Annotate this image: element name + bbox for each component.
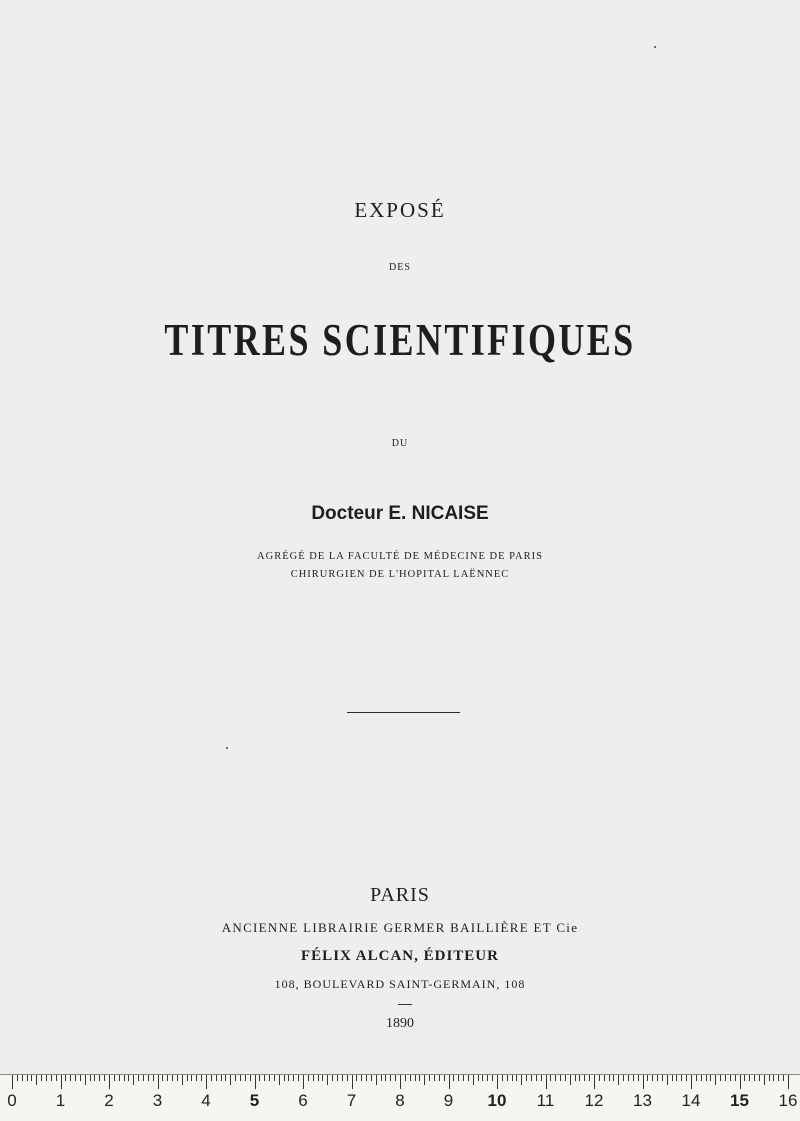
title-line-expose: EXPOSÉ	[354, 198, 446, 222]
ruler-tick	[138, 1075, 139, 1081]
ruler-tick	[371, 1075, 372, 1081]
ruler-label: 9	[443, 1091, 454, 1110]
ruler-tick	[206, 1075, 207, 1089]
ruler-tick	[114, 1075, 115, 1081]
ruler-tick	[90, 1075, 91, 1081]
ruler-tick	[512, 1075, 513, 1081]
ruler-tick	[643, 1075, 644, 1089]
ruler-tick	[104, 1075, 105, 1081]
ruler-tick	[347, 1075, 348, 1081]
ruler-label: 15	[730, 1091, 749, 1110]
ruler-tick	[710, 1075, 711, 1081]
ruler-tick	[279, 1075, 280, 1085]
ruler-tick	[65, 1075, 66, 1081]
ruler-tick	[468, 1075, 469, 1081]
speck	[654, 46, 656, 48]
ruler-tick	[769, 1075, 770, 1081]
ruler-tick	[46, 1075, 47, 1081]
ruler-tick	[618, 1075, 619, 1085]
ruler-tick	[153, 1075, 154, 1081]
ruler-label: 11	[536, 1091, 555, 1110]
ruler-tick	[395, 1075, 396, 1081]
ruler-tick	[487, 1075, 488, 1081]
ruler-tick	[356, 1075, 357, 1081]
ruler-tick	[463, 1075, 464, 1081]
ruler-tick	[754, 1075, 755, 1081]
ruler-tick	[667, 1075, 668, 1085]
ruler-tick	[497, 1075, 498, 1089]
ruler-tick	[41, 1075, 42, 1081]
ruler-label: 6	[298, 1091, 308, 1110]
ruler-tick	[27, 1075, 28, 1081]
ruler-tick	[109, 1075, 110, 1089]
ruler-tick	[269, 1075, 270, 1081]
ruler-label: 8	[395, 1091, 405, 1110]
ruler-tick	[783, 1075, 784, 1081]
ruler-tick	[570, 1075, 571, 1085]
ruler-tick	[691, 1075, 692, 1089]
ruler-tick	[196, 1075, 197, 1081]
ruler-tick	[255, 1075, 256, 1089]
ruler-tick	[652, 1075, 653, 1081]
ruler-tick	[235, 1075, 236, 1081]
ruler-tick	[400, 1075, 401, 1089]
ruler-tick	[749, 1075, 750, 1081]
ruler-tick	[565, 1075, 566, 1081]
ruler-tick	[478, 1075, 479, 1081]
ruler-tick	[744, 1075, 745, 1081]
ruler-tick	[599, 1075, 600, 1081]
ruler-tick	[61, 1075, 62, 1089]
ruler-tick	[361, 1075, 362, 1081]
ruler-tick	[22, 1075, 23, 1081]
ruler-tick	[415, 1075, 416, 1081]
ruler-tick	[17, 1075, 18, 1081]
ruler-tick	[419, 1075, 420, 1081]
ruler-tick	[473, 1075, 474, 1085]
ruler-tick	[609, 1075, 610, 1081]
ruler-tick	[531, 1075, 532, 1081]
imprint-city: PARIS	[370, 884, 430, 906]
ruler-tick	[385, 1075, 386, 1081]
ruler-tick	[342, 1075, 343, 1081]
ruler-tick	[424, 1075, 425, 1085]
ruler-tick	[686, 1075, 687, 1081]
ruler-tick	[259, 1075, 260, 1081]
ruler-tick	[735, 1075, 736, 1081]
imprint-address: 108, BOULEVARD SAINT-GERMAIN, 108	[274, 977, 526, 991]
ruler-tick	[51, 1075, 52, 1081]
ruler-tick	[696, 1075, 697, 1081]
ruler-tick	[482, 1075, 483, 1081]
ruler-tick	[133, 1075, 134, 1085]
ruler-tick	[788, 1075, 789, 1089]
ruler-tick	[264, 1075, 265, 1081]
ruler-tick	[245, 1075, 246, 1081]
ruler-tick	[172, 1075, 173, 1081]
ruler-tick	[662, 1075, 663, 1081]
ruler-label: 13	[633, 1091, 652, 1110]
ruler-tick	[303, 1075, 304, 1089]
ruler-label: 5	[249, 1091, 260, 1110]
ruler-tick	[313, 1075, 314, 1081]
ruler-tick	[119, 1075, 120, 1081]
ruler-tick	[221, 1075, 222, 1081]
ruler-tick	[240, 1075, 241, 1081]
ruler-tick	[444, 1075, 445, 1081]
ruler-tick	[579, 1075, 580, 1081]
ruler-tick	[31, 1075, 32, 1081]
imprint-year: 1890	[386, 1016, 414, 1031]
ruler-tick	[502, 1075, 503, 1081]
year-rule	[398, 1004, 412, 1005]
ruler-tick	[293, 1075, 294, 1081]
ruler-label: 0	[7, 1091, 17, 1110]
ruler-label: 7	[346, 1091, 357, 1110]
ruler-tick	[405, 1075, 406, 1081]
ruler-tick	[167, 1075, 168, 1081]
ruler-tick	[657, 1075, 658, 1081]
ruler-tick	[575, 1075, 576, 1081]
ruler-tick	[216, 1075, 217, 1081]
ruler-tick	[536, 1075, 537, 1081]
ruler-tick	[759, 1075, 760, 1081]
ruler-tick	[143, 1075, 144, 1081]
speck	[226, 747, 228, 749]
ruler-tick	[730, 1075, 731, 1081]
ruler-tick	[211, 1075, 212, 1081]
ruler-tick	[701, 1075, 702, 1081]
ruler-tick	[376, 1075, 377, 1085]
affiliation-line-1: AGRÉGÉ DE LA FACULTÉ DE MÉDECINE DE PARIS	[257, 551, 543, 562]
ruler-tick	[449, 1075, 450, 1089]
ruler-tick	[158, 1075, 159, 1089]
ruler-tick	[148, 1075, 149, 1081]
ruler-tick	[337, 1075, 338, 1081]
ruler-tick	[99, 1075, 100, 1081]
ruler-tick	[541, 1075, 542, 1081]
ruler-tick	[318, 1075, 319, 1081]
ruler-tick	[288, 1075, 289, 1081]
imprint-publisher: FÉLIX ALCAN, ÉDITEUR	[301, 948, 499, 964]
ruler-tick	[410, 1075, 411, 1081]
ruler-tick	[623, 1075, 624, 1081]
author-name: Docteur E. NICAISE	[311, 503, 489, 524]
ruler-tick	[94, 1075, 95, 1081]
ruler-tick	[706, 1075, 707, 1081]
ruler-tick	[429, 1075, 430, 1081]
ruler-tick	[308, 1075, 309, 1081]
ruler-tick	[589, 1075, 590, 1081]
ruler-tick	[633, 1075, 634, 1081]
ruler-label: 4	[201, 1091, 211, 1110]
ruler-tick	[70, 1075, 71, 1081]
ruler-tick	[507, 1075, 508, 1081]
ruler-tick	[36, 1075, 37, 1085]
ruler-tick	[298, 1075, 299, 1081]
ruler-tick	[177, 1075, 178, 1081]
ruler-tick	[550, 1075, 551, 1081]
ruler-tick	[80, 1075, 81, 1081]
ruler-tick	[12, 1075, 13, 1089]
ruler-tick	[584, 1075, 585, 1081]
ruler-tick	[778, 1075, 779, 1081]
ruler-tick	[162, 1075, 163, 1081]
ruler-tick	[56, 1075, 57, 1081]
ruler-tick	[439, 1075, 440, 1081]
ruler-tick	[332, 1075, 333, 1081]
ruler-tick	[638, 1075, 639, 1081]
ruler-tick	[128, 1075, 129, 1081]
ruler-tick	[352, 1075, 353, 1089]
ruler-label: 1	[55, 1091, 66, 1110]
ruler-tick	[124, 1075, 125, 1081]
ruler-tick	[725, 1075, 726, 1081]
ruler-tick	[521, 1075, 522, 1085]
affiliation-line-2: CHIRURGIEN DE L'HOPITAL LAËNNEC	[290, 569, 510, 580]
ruler-tick	[458, 1075, 459, 1081]
ruler-tick	[715, 1075, 716, 1085]
ruler-tick	[75, 1075, 76, 1081]
ruler-tick	[594, 1075, 595, 1089]
ruler-tick	[764, 1075, 765, 1085]
main-title: TITRES SCIENTIFIQUES	[164, 315, 636, 365]
ruler-tick	[773, 1075, 774, 1081]
ruler-tick	[628, 1075, 629, 1081]
ruler-tick	[555, 1075, 556, 1081]
ruler-tick	[647, 1075, 648, 1081]
ruler-tick	[327, 1075, 328, 1085]
ruler-tick	[672, 1075, 673, 1081]
ruler-tick	[274, 1075, 275, 1081]
ruler-tick	[182, 1075, 183, 1085]
ruler-tick	[560, 1075, 561, 1081]
ruler-label: 10	[487, 1091, 507, 1110]
ruler-label: 16	[778, 1091, 798, 1110]
imprint-bookseller: ANCIENNE LIBRAIRIE GERMER BAILLIÈRE ET Cie	[221, 920, 579, 935]
measuring-ruler	[0, 1074, 800, 1121]
ruler-label: 2	[104, 1091, 114, 1110]
ruler-tick	[201, 1075, 202, 1081]
ruler-tick	[250, 1075, 251, 1081]
ruler-tick	[366, 1075, 367, 1081]
ruler-tick	[676, 1075, 677, 1081]
ruler-tick	[434, 1075, 435, 1081]
ruler-label: 14	[681, 1091, 701, 1110]
ruler-tick	[225, 1075, 226, 1081]
ruler-tick	[322, 1075, 323, 1081]
ruler-tick	[516, 1075, 517, 1081]
ruler-label: 12	[584, 1091, 604, 1110]
ruler-tick	[526, 1075, 527, 1081]
ruler-tick	[681, 1075, 682, 1081]
ruler-tick	[230, 1075, 231, 1085]
ruler-tick	[390, 1075, 391, 1081]
ruler-tick	[546, 1075, 547, 1089]
ruler-label: 3	[152, 1091, 163, 1110]
ruler-tick	[191, 1075, 192, 1081]
separator-rule	[347, 712, 460, 713]
title-line-du: DU	[391, 438, 409, 449]
ruler-tick	[453, 1075, 454, 1081]
title-line-des: DES	[389, 262, 411, 273]
ruler-tick	[492, 1075, 493, 1081]
ruler-tick	[85, 1075, 86, 1085]
ruler-tick	[720, 1075, 721, 1081]
ruler-tick	[604, 1075, 605, 1081]
ruler-tick	[740, 1075, 741, 1089]
ruler-tick	[187, 1075, 188, 1081]
ruler-tick	[613, 1075, 614, 1081]
ruler-tick	[284, 1075, 285, 1081]
ruler-tick	[381, 1075, 382, 1081]
